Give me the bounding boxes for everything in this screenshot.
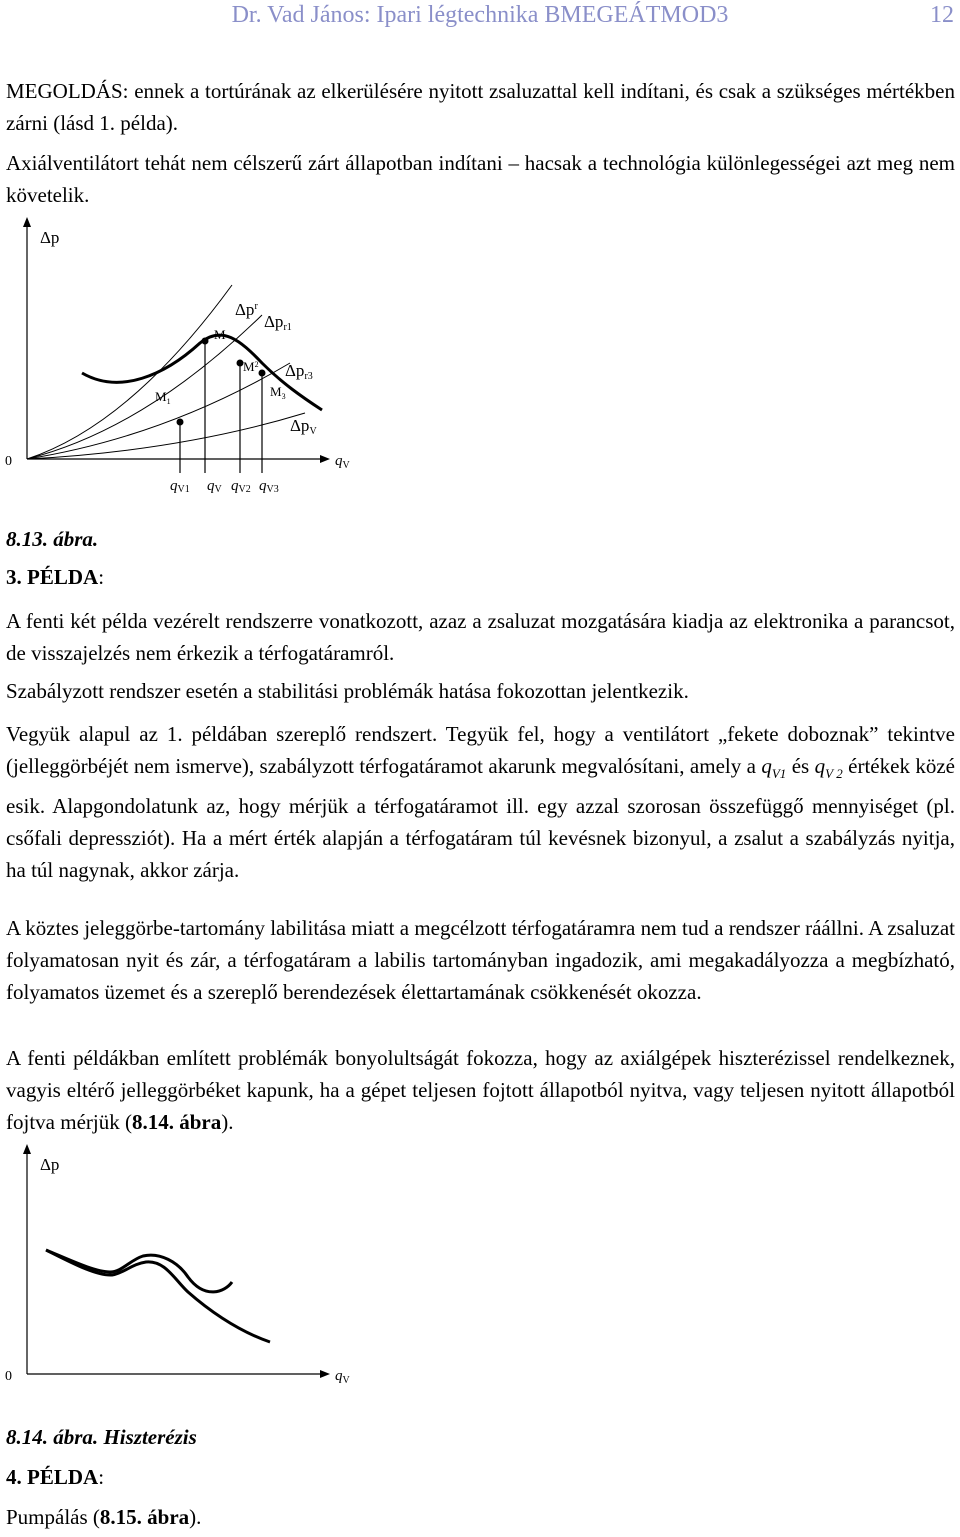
example-4-text bbox=[6, 1505, 201, 1530]
p7-figure-ref: 8.14. ábra bbox=[131, 1110, 222, 1134]
fig2-origin-label: 0 bbox=[5, 1369, 12, 1384]
figure-8-14 bbox=[0, 1142, 420, 1402]
fig1-axis-x-label: $q_V$ bbox=[335, 453, 350, 471]
paragraph-controlled-system: A fenti két példa vezérelt rendszerre vonatkozott, azaz a zsaluzat mozgatására kiadja az elektronika a parancsot, de visszajelzés nem érkezik a térfogatáramról. bbox=[6, 609, 955, 665]
label-m2: $M^2$ bbox=[243, 359, 259, 374]
tick-qv3: qV3 bbox=[259, 478, 279, 495]
fig1-origin-label: 0 bbox=[5, 454, 12, 469]
example-3-title: 3. PÉLDA bbox=[6, 565, 99, 589]
header-title: Dr. Vad János: Ipari légtechnika BMEGEÁTMOD3 bbox=[231, 2, 729, 28]
x-axis-arrow bbox=[320, 455, 330, 463]
p5-text-b: értékek közé esik. Alapgondolatunk az, hogy mérjük a térfogatáramot ill. egy azzal szorosan összefüggő mennyiséget (pl. csőfali depressziót). Ha a mért érték alapján a térfogatáram túl kevésnek bizonyul, a zsalut a szabályzás nyitja, ha túl nagynak, akkor zárja. bbox=[6, 754, 955, 883]
label-m1: $M_1$ bbox=[155, 389, 171, 406]
figure-8-13-diagram bbox=[0, 215, 420, 515]
label-dpr1: Δpr1 bbox=[264, 312, 292, 333]
p5-qv1: $q_{V1}$ bbox=[761, 754, 787, 782]
figure-8-13-caption: 8.13. ábra. bbox=[6, 527, 99, 551]
resistance-curve-r3 bbox=[27, 363, 290, 459]
page-header bbox=[0, 2, 960, 38]
y-axis-arrow-2 bbox=[23, 1144, 31, 1154]
tick-qv2: qV2 bbox=[231, 478, 251, 495]
tick-qv: qV bbox=[207, 478, 222, 495]
paragraph-instability: A köztes jeleggörbe-tartomány labilitása miatt a megcélzott térfogatáramra nem tud a rendszer ráállni. A zsaluzat folyamatosan nyit és zár, a térfogatáram a labilis tartományban ingadozik, ami megakadályozza a megbízható, folyamatos üzemet és a szereplő berendezések élettartamának csökkenését okozza. bbox=[6, 916, 955, 1004]
p5-text-mid: és bbox=[786, 754, 815, 778]
example-3-heading bbox=[6, 565, 104, 590]
label-dpr: $\Delta p^r$ bbox=[235, 300, 258, 319]
example-4-text-b: ). bbox=[189, 1505, 202, 1529]
fig1-axis-y-label: Δp bbox=[40, 228, 60, 247]
fig2-axis-x-label: $q_V$ bbox=[335, 1368, 350, 1386]
p7-text-a: A fenti példákban említett problémák bonyolultságát fokozza, hogy az axiálgépek hiszterézissel rendelkeznek, vagyis eltérő jelleggörbéket kapunk, ha a gépet teljesen fojtott állapotból nyitva, vagy teljesen nyitott állapotból fojtva mérjük ( bbox=[6, 1046, 955, 1134]
label-dpv: ΔpV bbox=[290, 416, 317, 437]
p5-text-a: Vegyük alapul az 1. példában szereplő rendszert. Tegyük fel, hogy a ventilátort „fekete doboznak” tekintve (jelleggörbéjét nem ismerve), szabályzott térfogatáramot akarunk megvalósítani, amely a bbox=[6, 722, 955, 778]
paragraph-axial-fan: Axiálventilátort tehát nem célszerű zárt állapotban indítani – hacsak a technológia különlegességei azt meg nem követelik. bbox=[6, 151, 955, 207]
hysteresis-curve-upper bbox=[46, 1250, 232, 1292]
p5-qv2: $q_{V 2}$ bbox=[814, 754, 843, 782]
example-4-title: 4. PÉLDA bbox=[6, 1465, 99, 1489]
tick-qv1: qV1 bbox=[170, 478, 190, 495]
resistance-curve-r bbox=[27, 285, 232, 459]
example-4-figure-ref: 8.15. ábra bbox=[99, 1505, 190, 1529]
x-axis-arrow-2 bbox=[320, 1370, 330, 1378]
example-3-colon: : bbox=[98, 565, 105, 589]
paragraph-stability: Szabályzott rendszer esetén a stabilitási problémák hatása fokozottan jelentkezik. bbox=[6, 679, 689, 703]
paragraph-solution: MEGOLDÁS: ennek a tortúrának az elkerülésére nyitott zsaluzattal kell indítani, és csak a szükséges mértékben zárni (lásd 1. példa). bbox=[6, 79, 955, 135]
paragraph-hysteresis bbox=[6, 1042, 955, 1138]
example-4-colon: : bbox=[98, 1465, 105, 1489]
figure-8-14-caption-title: Hiszterézis bbox=[103, 1425, 197, 1449]
label-m: M bbox=[214, 327, 226, 342]
label-dpr3: Δpr3 bbox=[285, 361, 313, 382]
p7-text-b: ). bbox=[221, 1110, 234, 1134]
example-4-text-a: Pumpálás ( bbox=[6, 1505, 100, 1529]
resistance-curve-v bbox=[27, 413, 305, 459]
label-m3: $M_3$ bbox=[270, 384, 286, 401]
y-axis-arrow bbox=[23, 217, 31, 227]
page-number: 12 bbox=[930, 2, 954, 28]
figure-8-14-caption bbox=[6, 1425, 197, 1450]
example-4-heading bbox=[6, 1465, 104, 1490]
figure-8-14-caption-number: 8.14. ábra. bbox=[6, 1425, 104, 1449]
figure-8-14-diagram bbox=[0, 1142, 420, 1402]
figure-8-13 bbox=[0, 215, 420, 515]
fig2-axis-y-label: Δp bbox=[40, 1155, 60, 1174]
paragraph-black-box bbox=[6, 718, 955, 886]
